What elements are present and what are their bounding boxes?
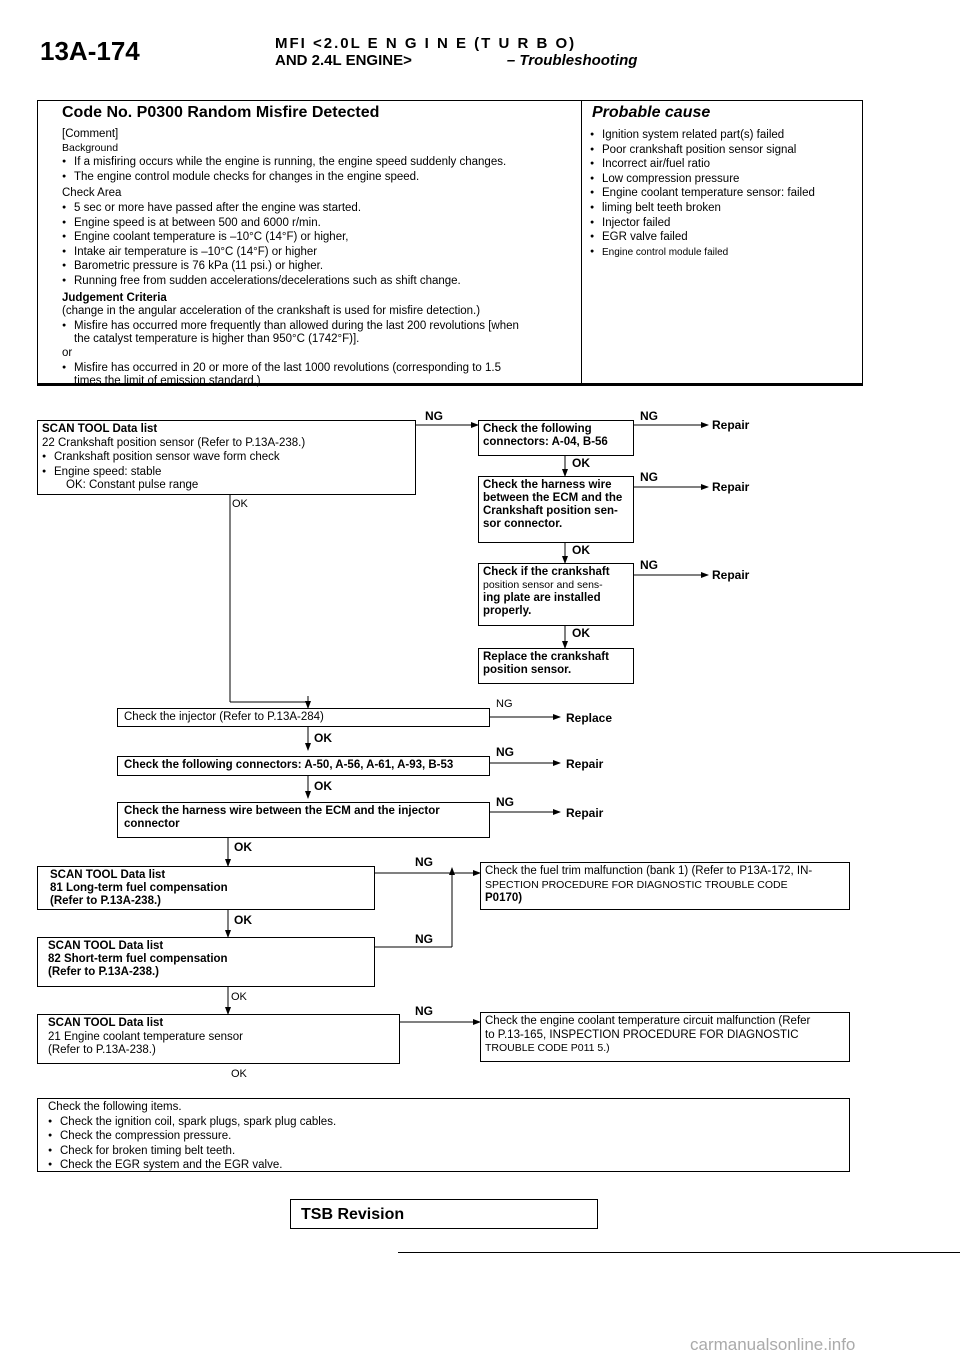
scan1-line: OK: Constant pulse range bbox=[66, 479, 199, 491]
fueltrim-line: SPECTION PROCEDURE FOR DIAGNOSTIC TROUBLE CODE bbox=[485, 878, 788, 891]
ng-label: NG bbox=[415, 1004, 433, 1018]
check-area-label: Check Area bbox=[62, 187, 122, 200]
ok-label: OK bbox=[572, 626, 590, 640]
c4-line: Replace the crankshaft bbox=[483, 651, 609, 663]
ok-label: OK bbox=[234, 913, 252, 927]
connectors2-text: Check the following connectors: A-50, A-56, A-61, A-93, B-53 bbox=[124, 759, 454, 771]
check-area-item: ● Intake air temperature is –10°C (14°F) or higher bbox=[62, 245, 574, 260]
footer-rule bbox=[398, 1252, 960, 1253]
check-harness-box-2 bbox=[117, 802, 490, 838]
ok-label: OK bbox=[572, 456, 590, 470]
probable-cause-item: ● Poor crankshaft position sensor signal bbox=[590, 143, 855, 158]
probable-cause-item: ● EGR valve failed bbox=[590, 230, 855, 245]
ng-label: NG bbox=[496, 698, 513, 710]
ok-label: OK bbox=[232, 498, 248, 510]
scan81-line: SCAN TOOL Data list bbox=[50, 869, 166, 881]
c1-line: Check the following bbox=[483, 423, 592, 435]
coolant-line: Check the engine coolant temperature circuit malfunction (Refer bbox=[485, 1015, 811, 1027]
c2-line: Check the harness wire bbox=[483, 479, 612, 491]
judgement-intro: (change in the angular acceleration of the crankshaft is used for misfire detection.) bbox=[62, 305, 481, 318]
probable-cause-item: ● Injector failed bbox=[590, 216, 855, 231]
harness2-line: connector bbox=[124, 818, 180, 830]
scan82-line: 82 Short-term fuel compensation bbox=[48, 953, 228, 965]
repair-action: Repair bbox=[712, 568, 750, 582]
header-title-line1: MFI <2.0L E N G I N E (T U R B O) bbox=[275, 35, 577, 52]
scan21-line: SCAN TOOL Data list bbox=[48, 1017, 164, 1029]
repair-action: Repair bbox=[712, 480, 750, 494]
ok-label: OK bbox=[314, 779, 332, 793]
ng-label: NG bbox=[496, 745, 514, 759]
repair-action: Repair bbox=[712, 418, 750, 432]
judgement-item-cont: the catalyst temperature is higher than 950°C (1742°F)]. bbox=[74, 333, 360, 346]
scan82-line: (Refer to P.13A-238.) bbox=[48, 966, 159, 978]
header-engine: AND 2.4L ENGINE> bbox=[275, 52, 412, 69]
c3-line: ing plate are installed bbox=[483, 592, 601, 604]
scan82-line: SCAN TOOL Data list bbox=[48, 940, 164, 952]
final-line: ● Check the EGR system and the EGR valve. bbox=[48, 1158, 845, 1173]
c3-line: properly. bbox=[483, 605, 532, 617]
check-connectors-box-1 bbox=[478, 420, 634, 456]
scan1-title: SCAN TOOL Data list bbox=[42, 423, 158, 435]
check-area-item: ● Engine speed is at between 500 and 6000 r/min. bbox=[62, 216, 574, 231]
scan21-line: 21 Engine coolant temperature sensor bbox=[48, 1030, 243, 1043]
watermark: carmanualsonline.info bbox=[690, 1335, 856, 1354]
c2-line: Crankshaft position sen- bbox=[483, 505, 618, 517]
header-section: – Troubleshooting bbox=[506, 52, 638, 69]
judgement-item: ● Misfire has occurred in 20 or more of the last 1000 revolutions (corresponding to 1.5 bbox=[62, 361, 574, 376]
replace-action: Replace bbox=[566, 711, 613, 725]
injector-text: Check the injector (Refer to P.13A-284) bbox=[124, 711, 324, 723]
ok-label: OK bbox=[572, 543, 590, 557]
repair-action: Repair bbox=[566, 757, 604, 771]
fueltrim-line: P0170) bbox=[485, 892, 523, 904]
scan81-line: (Refer to P.13A-238.) bbox=[50, 895, 161, 907]
check-injector-box bbox=[117, 708, 490, 727]
coolant-line: TROUBLE CODE P011 5.) bbox=[485, 1042, 610, 1054]
scan1-line: ● Engine speed: stable bbox=[42, 465, 411, 480]
c1-line: connectors: A-04, B-56 bbox=[483, 436, 608, 448]
harness2-line: Check the harness wire between the ECM and the injector bbox=[124, 805, 440, 817]
probable-cause-item: ● Engine coolant temperature sensor: failed bbox=[590, 186, 855, 201]
fuel-trim-box bbox=[480, 862, 850, 910]
ng-label: NG bbox=[496, 795, 514, 809]
final-line: Check the following items. bbox=[48, 1101, 182, 1113]
probable-cause-item: ● Low compression pressure bbox=[590, 172, 855, 187]
final-line: ● Check the compression pressure. bbox=[48, 1129, 845, 1144]
probable-cause-item: ● Ignition system related part(s) failed bbox=[590, 128, 855, 143]
fueltrim-line: Check the fuel trim malfunction (bank 1) (Refer to P13A-172, IN- bbox=[485, 865, 813, 877]
probable-cause-heading: Probable cause bbox=[592, 104, 711, 121]
final-check-box bbox=[37, 1098, 850, 1172]
scan1-line: 22 Crankshaft position sensor (Refer to P.13A-238.) bbox=[42, 436, 306, 449]
scan-tool-crankshaft-box bbox=[37, 420, 416, 495]
check-harness-box-1 bbox=[478, 476, 634, 543]
scan-tool-21-box bbox=[37, 1014, 400, 1064]
scan81-line: 81 Long-term fuel compensation bbox=[50, 882, 228, 894]
ok-label: OK bbox=[234, 840, 252, 854]
c2-line: sor connector. bbox=[483, 518, 563, 530]
ng-label: NG bbox=[640, 558, 658, 572]
page-number: 13A-174 bbox=[40, 36, 140, 66]
repair-action: Repair bbox=[566, 806, 604, 820]
coolant-line: to P.13-165, INSPECTION PROCEDURE FOR DIAGNOSTIC bbox=[485, 1028, 799, 1041]
ng-label: NG bbox=[425, 409, 443, 423]
background-item: ● The engine control module checks for changes in the engine speed. bbox=[62, 170, 574, 185]
check-sensor-install-box bbox=[478, 563, 634, 626]
c4-line: position sensor. bbox=[483, 664, 572, 676]
scan-tool-81-box bbox=[37, 866, 375, 910]
ng-label: NG bbox=[415, 932, 433, 946]
final-line: ● Check for broken timing belt teeth. bbox=[48, 1144, 845, 1159]
check-area-item: ● Running free from sudden accelerations/decelerations such as shift change. bbox=[62, 274, 574, 289]
check-area-item: ● Barometric pressure is 76 kPa (11 psi.) or higher. bbox=[62, 259, 574, 274]
background-label: Background bbox=[62, 141, 119, 154]
probable-cause-item: ● liming belt teeth broken bbox=[590, 201, 855, 216]
check-area-item: ● 5 sec or more have passed after the engine was started. bbox=[62, 201, 574, 216]
c3-line: position sensor and sens- bbox=[483, 579, 603, 591]
replace-sensor-box bbox=[478, 648, 634, 684]
or-label: or bbox=[62, 346, 73, 359]
scan-tool-82-box bbox=[37, 937, 375, 987]
c2-line: between the ECM and the bbox=[483, 492, 623, 504]
ng-label: NG bbox=[640, 409, 658, 423]
code-heading: Code No. P0300 Random Misfire Detected bbox=[62, 104, 380, 121]
probable-cause-item: ● Engine control module failed bbox=[590, 245, 855, 260]
background-item: ● If a misfiring occurs while the engine is running, the engine speed suddenly changes. bbox=[62, 155, 574, 170]
ok-label: OK bbox=[231, 1068, 247, 1080]
scan21-line: (Refer to P.13A-238.) bbox=[48, 1044, 156, 1056]
comment-label: [Comment] bbox=[62, 128, 119, 140]
ng-label: NG bbox=[640, 470, 658, 484]
tsb-revision-box: TSB Revision bbox=[290, 1199, 598, 1229]
final-line: ● Check the ignition coil, spark plugs, spark plug cables. bbox=[48, 1115, 845, 1130]
check-area-item: ● Engine coolant temperature is –10°C (14°F) or higher, bbox=[62, 230, 574, 245]
ok-label: OK bbox=[314, 731, 332, 745]
ok-label: OK bbox=[231, 991, 247, 1003]
judgement-item-cont: times the limit of emission standard.) bbox=[74, 375, 261, 388]
ng-label: NG bbox=[415, 855, 433, 869]
coolant-circuit-box bbox=[480, 1012, 850, 1062]
judgement-item: ● Misfire has occurred more frequently than allowed during the last 200 revolutions [when bbox=[62, 319, 574, 334]
probable-cause-item: ● Incorrect air/fuel ratio bbox=[590, 157, 855, 172]
scan1-line: ● Crankshaft position sensor wave form check bbox=[42, 450, 411, 465]
judgement-label: Judgement Criteria bbox=[62, 291, 167, 304]
c3-line: Check if the crankshaft bbox=[483, 566, 610, 578]
check-connectors-box-2 bbox=[117, 756, 490, 776]
